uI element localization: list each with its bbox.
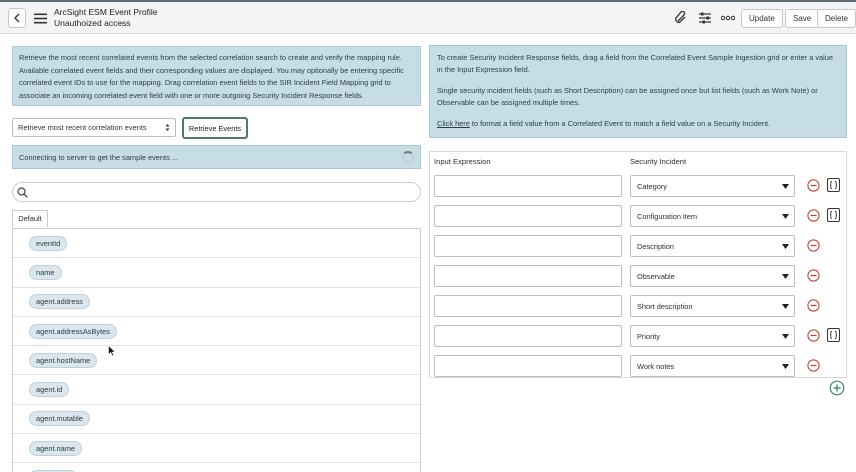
input-expression-field[interactable] <box>434 235 622 257</box>
remove-circle-icon[interactable] <box>807 329 820 342</box>
field-row <box>13 288 420 317</box>
retrieve-events-button[interactable]: Retrieve Events <box>182 117 248 139</box>
input-expression-field[interactable] <box>434 265 622 287</box>
mapping-row <box>430 201 848 231</box>
security-incident-value: Category <box>637 181 667 191</box>
attachment-button[interactable] <box>673 10 689 26</box>
security-incident-select[interactable] <box>630 265 795 287</box>
save-button[interactable]: Save <box>785 9 819 28</box>
script-braces-icon[interactable] <box>827 208 840 222</box>
security-incident-value: Observable <box>637 271 675 281</box>
mapping-row <box>430 261 848 291</box>
chevron-down-icon <box>782 334 789 339</box>
field-row <box>13 375 420 404</box>
mapping-instructions <box>429 45 847 138</box>
mapping-row <box>430 351 848 381</box>
security-incident-select[interactable] <box>630 355 795 377</box>
more-icon <box>721 15 735 21</box>
more-options-button[interactable] <box>720 10 736 26</box>
mouse-cursor-icon <box>108 345 116 357</box>
chevron-down-icon <box>782 244 789 249</box>
input-expression-field[interactable] <box>434 295 622 317</box>
chevron-down-icon <box>782 304 789 309</box>
back-icon <box>13 13 21 23</box>
security-incident-select[interactable] <box>630 235 795 257</box>
remove-circle-icon[interactable] <box>807 299 820 312</box>
search-input[interactable] <box>32 184 420 200</box>
incident-field-mapping-grid <box>429 151 847 378</box>
mapping-instructions-para1: To create Security Incident Response fields, drag a field from the Correlated Event Sample Ingestion grid or enter a value in the Input Expression field. <box>437 53 834 74</box>
retrieve-instructions: Retrieve the most recent correlated events from the selected correlation search to create and verify the mapping rule. Available correlated event fields and their corresponding values are displayed. You may optionally be entering specific correlated event IDs to use for the mapping. Drag correlation event fields to the SIR Incident Field Mapping grid to associate an incoming correlated event field with one or more outgoing Security Incident Response fields. <box>12 46 421 106</box>
input-expression-field[interactable] <box>434 175 622 197</box>
field-row <box>13 463 420 472</box>
retrieve-mode-value: Retrieve most recent correlation events <box>18 123 147 132</box>
back-button[interactable] <box>8 8 26 28</box>
field-row <box>13 405 420 434</box>
context-menu-button[interactable] <box>32 10 48 26</box>
status-message: Connecting to server to get the sample events ... <box>19 152 178 162</box>
security-incident-select[interactable] <box>630 175 795 197</box>
security-incident-value: Priority <box>637 331 660 341</box>
chevron-down-icon <box>782 274 789 279</box>
field-row <box>13 258 420 287</box>
field-pill[interactable]: agent.id <box>29 382 69 397</box>
field-pill[interactable]: agent.name <box>29 441 82 456</box>
input-expression-field[interactable] <box>434 355 622 377</box>
search-icon <box>17 187 28 198</box>
field-row <box>13 229 420 258</box>
field-pill[interactable]: agent.addressAsBytes <box>29 324 117 339</box>
connection-status <box>12 145 421 169</box>
loading-spinner-icon <box>402 151 414 163</box>
script-braces-icon[interactable] <box>827 328 840 342</box>
security-incident-value: Configuration item <box>637 211 697 221</box>
chevron-down-icon <box>782 184 789 189</box>
personalize-button[interactable] <box>697 10 713 26</box>
page-subtitle: Unauthoized access <box>54 18 131 28</box>
security-incident-select[interactable] <box>630 295 795 317</box>
format-field-link[interactable]: Click here <box>437 119 470 129</box>
security-incident-select[interactable] <box>630 205 795 227</box>
field-row <box>13 346 420 375</box>
column-header-security-incident: Security Incident <box>630 157 687 166</box>
title-block <box>54 7 157 28</box>
script-braces-icon[interactable] <box>827 178 840 192</box>
mapping-row <box>430 231 848 261</box>
field-row <box>13 434 420 463</box>
mapping-row <box>430 171 848 201</box>
field-pill[interactable]: agent.address <box>29 294 90 309</box>
retrieve-mode-select[interactable] <box>12 118 176 137</box>
field-pill[interactable]: agent.hostName <box>29 353 97 368</box>
add-circle-icon[interactable] <box>829 380 845 396</box>
mapping-row <box>430 321 848 351</box>
hamburger-icon <box>34 13 47 24</box>
form-header <box>0 2 856 34</box>
settings-sliders-icon <box>698 11 712 25</box>
attachment-icon <box>674 11 688 25</box>
correlated-event-fields <box>12 228 421 472</box>
field-search[interactable] <box>12 182 421 202</box>
mapping-row <box>430 291 848 321</box>
format-field-link-suffix: to format a field value from a Correlated Event to match a field value on a Security Incident. <box>469 119 771 129</box>
remove-circle-icon[interactable] <box>807 209 820 222</box>
mapping-instructions-para2: Single security incident fields (such as Short Description) can be assigned once but list fields (such as Work Note) or Observable can be assigned multiple times. <box>437 86 818 107</box>
security-incident-select[interactable] <box>630 325 795 347</box>
input-expression-field[interactable] <box>434 205 622 227</box>
remove-circle-icon[interactable] <box>807 359 820 372</box>
select-arrows-icon <box>165 123 170 132</box>
remove-circle-icon[interactable] <box>807 269 820 282</box>
field-pill[interactable]: name <box>29 265 62 280</box>
column-header-input-expression: Input Expression <box>434 157 491 166</box>
remove-circle-icon[interactable] <box>807 239 820 252</box>
field-row <box>13 317 420 346</box>
field-pill[interactable]: eventId <box>29 236 67 251</box>
input-expression-field[interactable] <box>434 325 622 347</box>
chevron-down-icon <box>782 214 789 219</box>
security-incident-value: Short description <box>637 301 693 311</box>
mapping-instructions-para3 <box>437 118 839 130</box>
security-incident-value: Work notes <box>637 361 675 371</box>
tab-default[interactable]: Default <box>12 210 48 228</box>
update-button[interactable]: Update <box>741 9 783 28</box>
remove-circle-icon[interactable] <box>807 179 820 192</box>
page-title: ArcSight ESM Event Profile <box>54 7 158 17</box>
delete-button[interactable]: Delete <box>817 9 856 28</box>
chevron-down-icon <box>782 364 789 369</box>
security-incident-value: Description <box>637 241 674 251</box>
field-pill[interactable]: agent.mutable <box>29 411 90 426</box>
